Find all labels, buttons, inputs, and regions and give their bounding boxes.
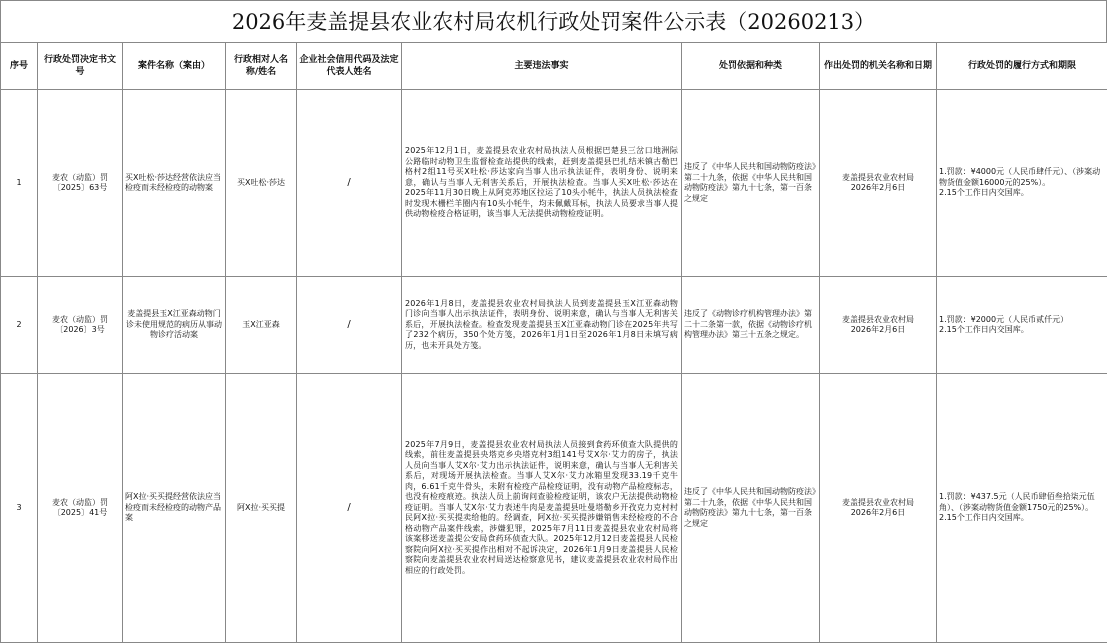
header-party-name: 行政相对人名称/姓名 <box>226 43 297 90</box>
decision-date: 2026年2月6日 <box>822 325 934 336</box>
main-facts: 2026年1月8日，麦盖提县农业农村局执法人员到麦盖提县玉X江亚森动物门诊向当事人出示执法证件，表明身份、说明来意，确认与当事人无利害关系后，开展执法检查。检查发现麦盖提县玉X江亚森动物门诊在2025年共写了232个病历，350个处方笺，2026年1月1日至2026年1月8日未填写病历，也未开具处方笺。 <box>402 277 682 374</box>
party-name: 买X吐松·莎达 <box>226 90 297 277</box>
performance-cell <box>937 374 1107 643</box>
row-index: 2 <box>1 277 38 374</box>
penalty-basis: 违反了《中华人民共和国动物防疫法》第二十九条，依据《中华人民共和国动物防疫法》第九十七条，第一百条之规定 <box>682 374 820 643</box>
header-performance: 行政处罚的履行方式和期限 <box>937 43 1107 90</box>
fine-amount: 1.罚款：¥2000元（人民币贰仟元） <box>939 315 1105 326</box>
authority-date-cell <box>820 277 937 374</box>
header-main-facts: 主要违法事实 <box>402 43 682 90</box>
header-decision-number: 行政处罚决定书文号 <box>38 43 123 90</box>
decision-number: 麦农（动监）罚〔2026〕3号 <box>38 277 123 374</box>
fine-amount: 1.罚款：¥4000元（人民币肆仟元）、（涉案动物货值金额16000元的25%）。 <box>939 167 1105 188</box>
authority-name: 麦盖提县农业农村局 <box>822 173 934 184</box>
penalty-basis: 违反了《动物诊疗机构管理办法》第二十二条第一款，依据《动物诊疗机构管理办法》第三十五条之规定。 <box>682 277 820 374</box>
authority-date-cell <box>820 374 937 643</box>
credit-code: / <box>297 277 402 374</box>
table-row <box>1 277 1107 374</box>
performance-cell <box>937 90 1107 277</box>
party-name: 玉X江亚森 <box>226 277 297 374</box>
header-credit-code: 企业社会信用代码及法定代表人姓名 <box>297 43 402 90</box>
performance-cell <box>937 277 1107 374</box>
credit-code: / <box>297 374 402 643</box>
header-authority-date: 作出处罚的机关名称和日期 <box>820 43 937 90</box>
header-case-name: 案件名称（案由） <box>123 43 226 90</box>
table-header-row <box>1 43 1107 90</box>
authority-name: 麦盖提县农业农村局 <box>822 498 934 509</box>
payment-deadline: 2.15个工作日内交国库。 <box>939 188 1105 199</box>
authority-date-cell <box>820 90 937 277</box>
penalty-table <box>0 42 1107 643</box>
payment-deadline: 2.15个工作日内交国库。 <box>939 513 1105 524</box>
header-index: 序号 <box>1 43 38 90</box>
authority-name: 麦盖提县农业农村局 <box>822 315 934 326</box>
main-facts: 2025年12月1日，麦盖提县农业农村局执法人员根据巴楚县三岔口地洲际公路临时动物卫生监督检查站提供的线索，赶到麦盖提县巴扎结米镇古勒巴格村2组11号买X吐松·莎达家向当事人出示执法证件，表明身份、说明来意，确认与当事人无利害关系后，开展执法检查。当事人买X吐松·莎达在2025年11月30日晚上从阿克苏地区拉运了10头小牦牛，执法人员执法检查时发现木栅栏羊圈内有10头小牦牛，均未佩戴耳标，执法人员要求当事人提供动物检疫合格证明，该当事人无法提供动物检疫证明。 <box>402 90 682 277</box>
fine-amount: 1.罚款：¥437.5元（人民币肆佰叁拾柒元伍角）、（涉案动物货值金额1750元的25%）。 <box>939 492 1105 513</box>
decision-number: 麦农（动监）罚〔2025〕63号 <box>38 90 123 277</box>
payment-deadline: 2.15个工作日内交国库。 <box>939 325 1105 336</box>
decision-number: 麦农（动监）罚〔2025〕41号 <box>38 374 123 643</box>
credit-code: / <box>297 90 402 277</box>
header-penalty-basis: 处罚依据和种类 <box>682 43 820 90</box>
penalty-basis: 违反了《中华人民共和国动物防疫法》第二十九条，依据《中华人民共和国动物防疫法》第九十七条，第一百条之规定 <box>682 90 820 277</box>
row-index: 3 <box>1 374 38 643</box>
document-title: 2026年麦盖提县农业农村局农机行政处罚案件公示表（20260213） <box>0 0 1107 42</box>
case-name: 麦盖提县玉X江亚森动物门诊未使用规范的病历从事动物诊疗活动案 <box>123 277 226 374</box>
case-name: 阿X拉·买买提经营依法应当检疫而未经检疫的动物产品案 <box>123 374 226 643</box>
table-row <box>1 374 1107 643</box>
row-index: 1 <box>1 90 38 277</box>
case-name: 买X吐松·莎达经营依法应当检疫而未经检疫的动物案 <box>123 90 226 277</box>
main-facts: 2025年7月9日，麦盖提县农业农村局执法人员接到食药环侦查大队提供的线索，前往麦盖提县央塔克乡央塔克村3组141号艾X尔·艾力的房子，执法人员向当事人艾X尔·艾力出示执法证件，说明来意，确认与当事人无利害关系后，对现场开展执法检查。当事人艾X尔·艾力冰箱里发现33.19千克牛肉，6.61千克牛骨头，未附有检疫产品检疫证明，没有动物产品检疫标志，也没有检疫痕迹。执法人员上前询问查验检疫证明，该农户无法提供动物检疫证明。当事人艾X尔·艾力表述牛肉是麦盖提县吐曼塔勒乡开孜克力克村村民阿X拉·买买提卖给他的。经调查，阿X拉·买买提涉嫌销售未经检疫的不合格动物产品案件线索，涉嫌犯罪，2025年7月11日麦盖提县农业农村局将该案移送麦盖提公安局食药环侦查大队。2025年12月12日麦盖提县人民检察院向阿X拉·买买提作出相对不起诉决定，2026年1月9日麦盖提县人民检察院向麦盖提县农业农村局送达检察意见书，建议麦盖提县农业农村局作出相应的行政处罚。 <box>402 374 682 643</box>
table-row <box>1 90 1107 277</box>
party-name: 阿X拉·买买提 <box>226 374 297 643</box>
decision-date: 2026年2月6日 <box>822 508 934 519</box>
decision-date: 2026年2月6日 <box>822 183 934 194</box>
